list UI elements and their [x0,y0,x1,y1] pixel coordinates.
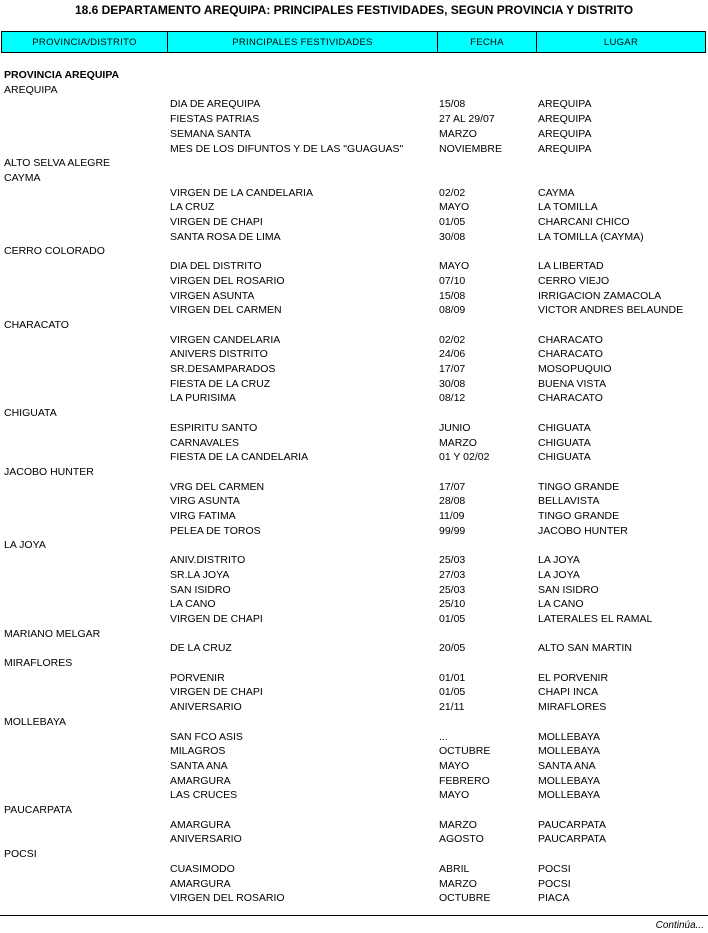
festivity-cell: ESPIRITU SANTO [170,421,258,434]
festivity-cell: ANIVERS DISTRITO [170,348,268,361]
table-row [0,97,708,111]
place-cell: PAUCARPATA [538,818,607,831]
district-row [0,83,708,97]
table-row [0,347,708,361]
date-cell: 02/02 [439,333,466,346]
place-cell: IRRIGACION ZAMACOLA [538,289,662,302]
date-cell: 02/02 [439,186,466,199]
place-cell: MOLLEBAYA [538,745,601,758]
page-title: 18.6 DEPARTAMENTO AREQUIPA: PRINCIPALES FESTIVIDADES, SEGUN PROVINCIA Y DISTRITO [74,3,634,17]
province-row [0,68,708,82]
date-cell: AGOSTO [439,833,484,846]
festivity-cell: VIRGEN ASUNTA [170,289,255,302]
date-cell: 17/07 [439,480,466,493]
date-cell: 27/03 [439,568,466,581]
place-cell: LA TOMILLA (CAYMA) [538,230,644,243]
district-name: CAYMA [4,171,41,184]
place-cell: JACOBO HUNTER [538,524,628,537]
date-cell: 17/07 [439,363,466,375]
festivity-cell: AMARGURA [170,774,231,787]
district-row [0,465,708,479]
district-row [0,538,708,552]
district-row [0,627,708,641]
date-cell: 21/11 [439,701,465,714]
date-cell: 01/05 [439,216,466,228]
place-cell: MIRAFLORES [538,701,607,714]
table-row [0,230,708,244]
festivity-cell: DIA DE AREQUIPA [170,98,261,111]
date-cell: 30/08 [439,377,466,390]
date-cell: FEBRERO [439,774,490,787]
place-cell: MOLLEBAYA [538,789,601,802]
festivity-cell: ANIV.DISTRITO [170,554,246,567]
district-row [0,171,708,185]
place-cell: CHAPI INCA [538,686,599,699]
table-row [0,436,708,450]
place-cell: TINGO GRANDE [538,480,620,493]
date-cell: 24/06 [439,348,466,361]
place-cell: SAN ISIDRO [538,583,599,596]
date-cell: MAYO [439,260,470,273]
place-cell: CHIGUATA [538,436,591,449]
date-cell: 25/10 [439,598,466,611]
date-cell: 99/99 [439,524,466,537]
festivity-cell: FIESTAS PATRIAS [170,113,260,126]
festivity-cell: DIA DEL DISTRITO [170,260,262,273]
date-cell: ... [439,730,448,743]
district-name: ALTO SELVA ALEGRE [4,157,111,170]
festivity-cell: MILAGROS [170,745,226,758]
table-header [1,31,706,53]
date-cell: MARZO [439,877,477,890]
header-lugar: LUGAR [603,36,639,48]
table-row [0,303,708,317]
table-row [0,200,708,214]
date-cell: 01/05 [439,612,466,625]
table-row [0,700,708,714]
festivity-cell: VIRGEN DE CHAPI [170,216,263,228]
festivity-cell: CARNAVALES [170,436,240,449]
place-cell: CERRO VIEJO [538,274,610,287]
district-row [0,803,708,817]
date-cell: 01/05 [439,686,466,699]
place-cell: MOSOPUQUIO [538,363,612,375]
festivity-cell: SANTA ROSA DE LIMA [170,230,281,243]
district-name: CHIGUATA [4,407,57,420]
place-cell: CHARACATO [538,333,603,346]
date-cell: MAYO [439,201,470,214]
table-row [0,759,708,773]
festivity-cell: PELEA DE TOROS [170,524,261,537]
date-cell: MARZO [439,436,477,449]
place-cell: AREQUIPA [538,98,592,111]
festivity-cell: AMARGURA [170,818,231,831]
table-row [0,333,708,347]
place-cell: LA CANO [538,598,584,611]
date-cell: 30/08 [439,230,466,243]
table-row [0,774,708,788]
date-cell: NOVIEMBRE [439,142,503,155]
table-row [0,788,708,802]
district-name: PAUCARPATA [4,804,73,816]
table-row [0,862,708,876]
district-name: AREQUIPA [4,83,58,96]
place-cell: PAUCARPATA [538,833,607,846]
festivity-cell: VIRGEN DE CHAPI [170,686,263,699]
table-row [0,597,708,611]
table-row [0,289,708,303]
place-cell: MOLLEBAYA [538,774,601,787]
date-cell: MARZO [439,127,477,140]
table-row [0,494,708,508]
district-name: JACOBO HUNTER [4,465,94,478]
festivity-cell: MES DE LOS DIFUNTOS Y DE LAS "GUAGUAS" [170,142,404,155]
place-cell: AREQUIPA [538,142,592,155]
date-cell: 15/08 [439,289,466,302]
place-cell: PIACA [538,892,570,905]
table-row [0,215,708,229]
festivity-cell: VIRGEN DEL ROSARIO [170,892,285,905]
festivity-cell: SANTA ANA [170,759,228,772]
festivity-cell: VIRGEN DE CHAPI [170,612,263,625]
table-row [0,583,708,597]
table-row [0,524,708,538]
date-cell: 01/01 [439,671,466,684]
place-cell: SANTA ANA [538,759,596,772]
district-row [0,244,708,258]
festivity-cell: VIRGEN DEL ROSARIO [170,274,285,287]
date-cell: 20/05 [439,642,466,655]
district-row [0,656,708,670]
date-cell: 08/12 [439,392,466,405]
table-row [0,127,708,141]
date-cell: 27 AL 29/07 [439,113,495,126]
festivity-cell: FIESTA DE LA CRUZ [170,377,271,390]
table-row [0,421,708,435]
date-cell: 07/10 [439,274,466,287]
table-row [0,818,708,832]
district-name: MIRAFLORES [4,657,73,669]
date-cell: 25/03 [439,583,466,596]
place-cell: LA JOYA [538,554,580,567]
date-cell: 15/08 [439,98,466,111]
table-row [0,832,708,846]
date-cell: ABRIL [439,862,470,875]
place-cell: CHIGUATA [538,451,591,464]
header-provincia-distrito: PROVINCIA/DISTRITO [2,32,168,52]
table-row [0,877,708,891]
table-row [0,744,708,758]
table-row [0,641,708,655]
district-name: CERRO COLORADO [4,245,105,258]
festivity-cell: LA CRUZ [170,201,215,214]
place-cell: LA TOMILLA [538,201,598,214]
district-name: MARIANO MELGAR [4,627,101,640]
festivity-cell: PORVENIR [170,671,225,684]
date-cell: MAYO [439,789,470,802]
festivity-cell: VIRG ASUNTA [170,495,240,508]
district-name: MOLLEBAYA [4,715,67,728]
festivity-cell: FIESTA DE LA CANDELARIA [170,451,309,464]
festivity-cell: ANIVERSARIO [170,833,242,846]
place-cell: POCSI [538,862,571,875]
header-fecha: FECHA [438,32,537,52]
district-name: CHARACATO [4,318,69,331]
table-row [0,612,708,626]
place-cell: TINGO GRANDE [538,510,620,522]
place-cell: CHIGUATA [538,421,591,434]
festivity-cell: AMARGURA [170,877,231,890]
date-cell: OCTUBRE [439,892,491,905]
place-cell: LATERALES EL RAMAL [538,612,653,625]
date-cell: 08/09 [439,304,466,317]
place-cell: CHARACATO [538,392,603,405]
place-cell: EL PORVENIR [538,671,609,684]
date-cell: 28/08 [439,495,466,508]
header-festividades: PRINCIPALES FESTIVIDADES [168,32,438,52]
festivity-cell: SAN FCO ASIS [170,730,243,743]
place-cell: ALTO SAN MARTIN [538,642,632,655]
district-row [0,847,708,861]
place-cell: LA LIBERTAD [538,260,604,273]
place-cell: CHARACATO [538,348,603,361]
festivity-cell: VIRGEN DE LA CANDELARIA [170,186,313,199]
date-cell: OCTUBRE [439,745,491,758]
date-cell: JUNIO [439,421,471,434]
table-row [0,362,708,376]
date-cell: 01 Y 02/02 [439,451,490,464]
festivity-cell: SR.LA JOYA [170,568,230,581]
place-cell: BUENA VISTA [538,377,607,390]
table-row [0,685,708,699]
festivity-cell: VRG DEL CARMEN [170,480,265,493]
district-row [0,715,708,729]
province-name: PROVINCIA AREQUIPA [4,69,120,81]
date-cell: MARZO [439,818,477,831]
table-row [0,450,708,464]
district-row [0,406,708,420]
festivity-cell: SAN ISIDRO [170,583,231,596]
table-row [0,730,708,744]
festivity-cell: ANIVERSARIO [170,701,242,714]
place-cell: LA JOYA [538,568,580,581]
table-row [0,186,708,200]
district-name: LA JOYA [4,539,46,552]
place-cell: BELLAVISTA [538,495,600,508]
festivity-cell: DE LA CRUZ [170,642,232,655]
place-cell: CAYMA [538,186,575,199]
continues-note: Continúa... [655,920,704,931]
table-row [0,891,708,905]
festivity-cell: VIRG FATIMA [170,510,236,522]
date-cell: 25/03 [439,554,466,567]
festivity-cell: SEMANA SANTA [170,127,251,140]
festivity-cell: VIRGEN DEL CARMEN [170,304,282,317]
date-cell: 11/09 [439,510,465,522]
table-row [0,274,708,288]
festivity-cell: LA PURISIMA [170,392,236,405]
table-row [0,480,708,494]
date-cell: MAYO [439,759,470,772]
footer-divider [0,915,708,916]
place-cell: AREQUIPA [538,127,592,140]
place-cell: VICTOR ANDRES BELAUNDE [538,304,684,317]
district-name: POCSI [4,848,37,861]
place-cell: POCSI [538,877,571,890]
table-row [0,112,708,126]
table-row [0,391,708,405]
table-row [0,509,708,523]
district-row [0,318,708,332]
festivity-cell: VIRGEN CANDELARIA [170,333,281,346]
table-row [0,142,708,156]
table-row [0,568,708,582]
festivity-cell: SR.DESAMPARADOS [170,363,276,375]
festivity-cell: LA CANO [170,598,216,611]
place-cell: MOLLEBAYA [538,730,601,743]
table-row [0,671,708,685]
table-row [0,553,708,567]
festivity-cell: LAS CRUCES [170,789,238,802]
district-row [0,156,708,170]
table-row [0,259,708,273]
place-cell: CHARCANI CHICO [538,216,630,228]
table-row [0,377,708,391]
place-cell: AREQUIPA [538,113,592,126]
festivity-cell: CUASIMODO [170,862,235,875]
